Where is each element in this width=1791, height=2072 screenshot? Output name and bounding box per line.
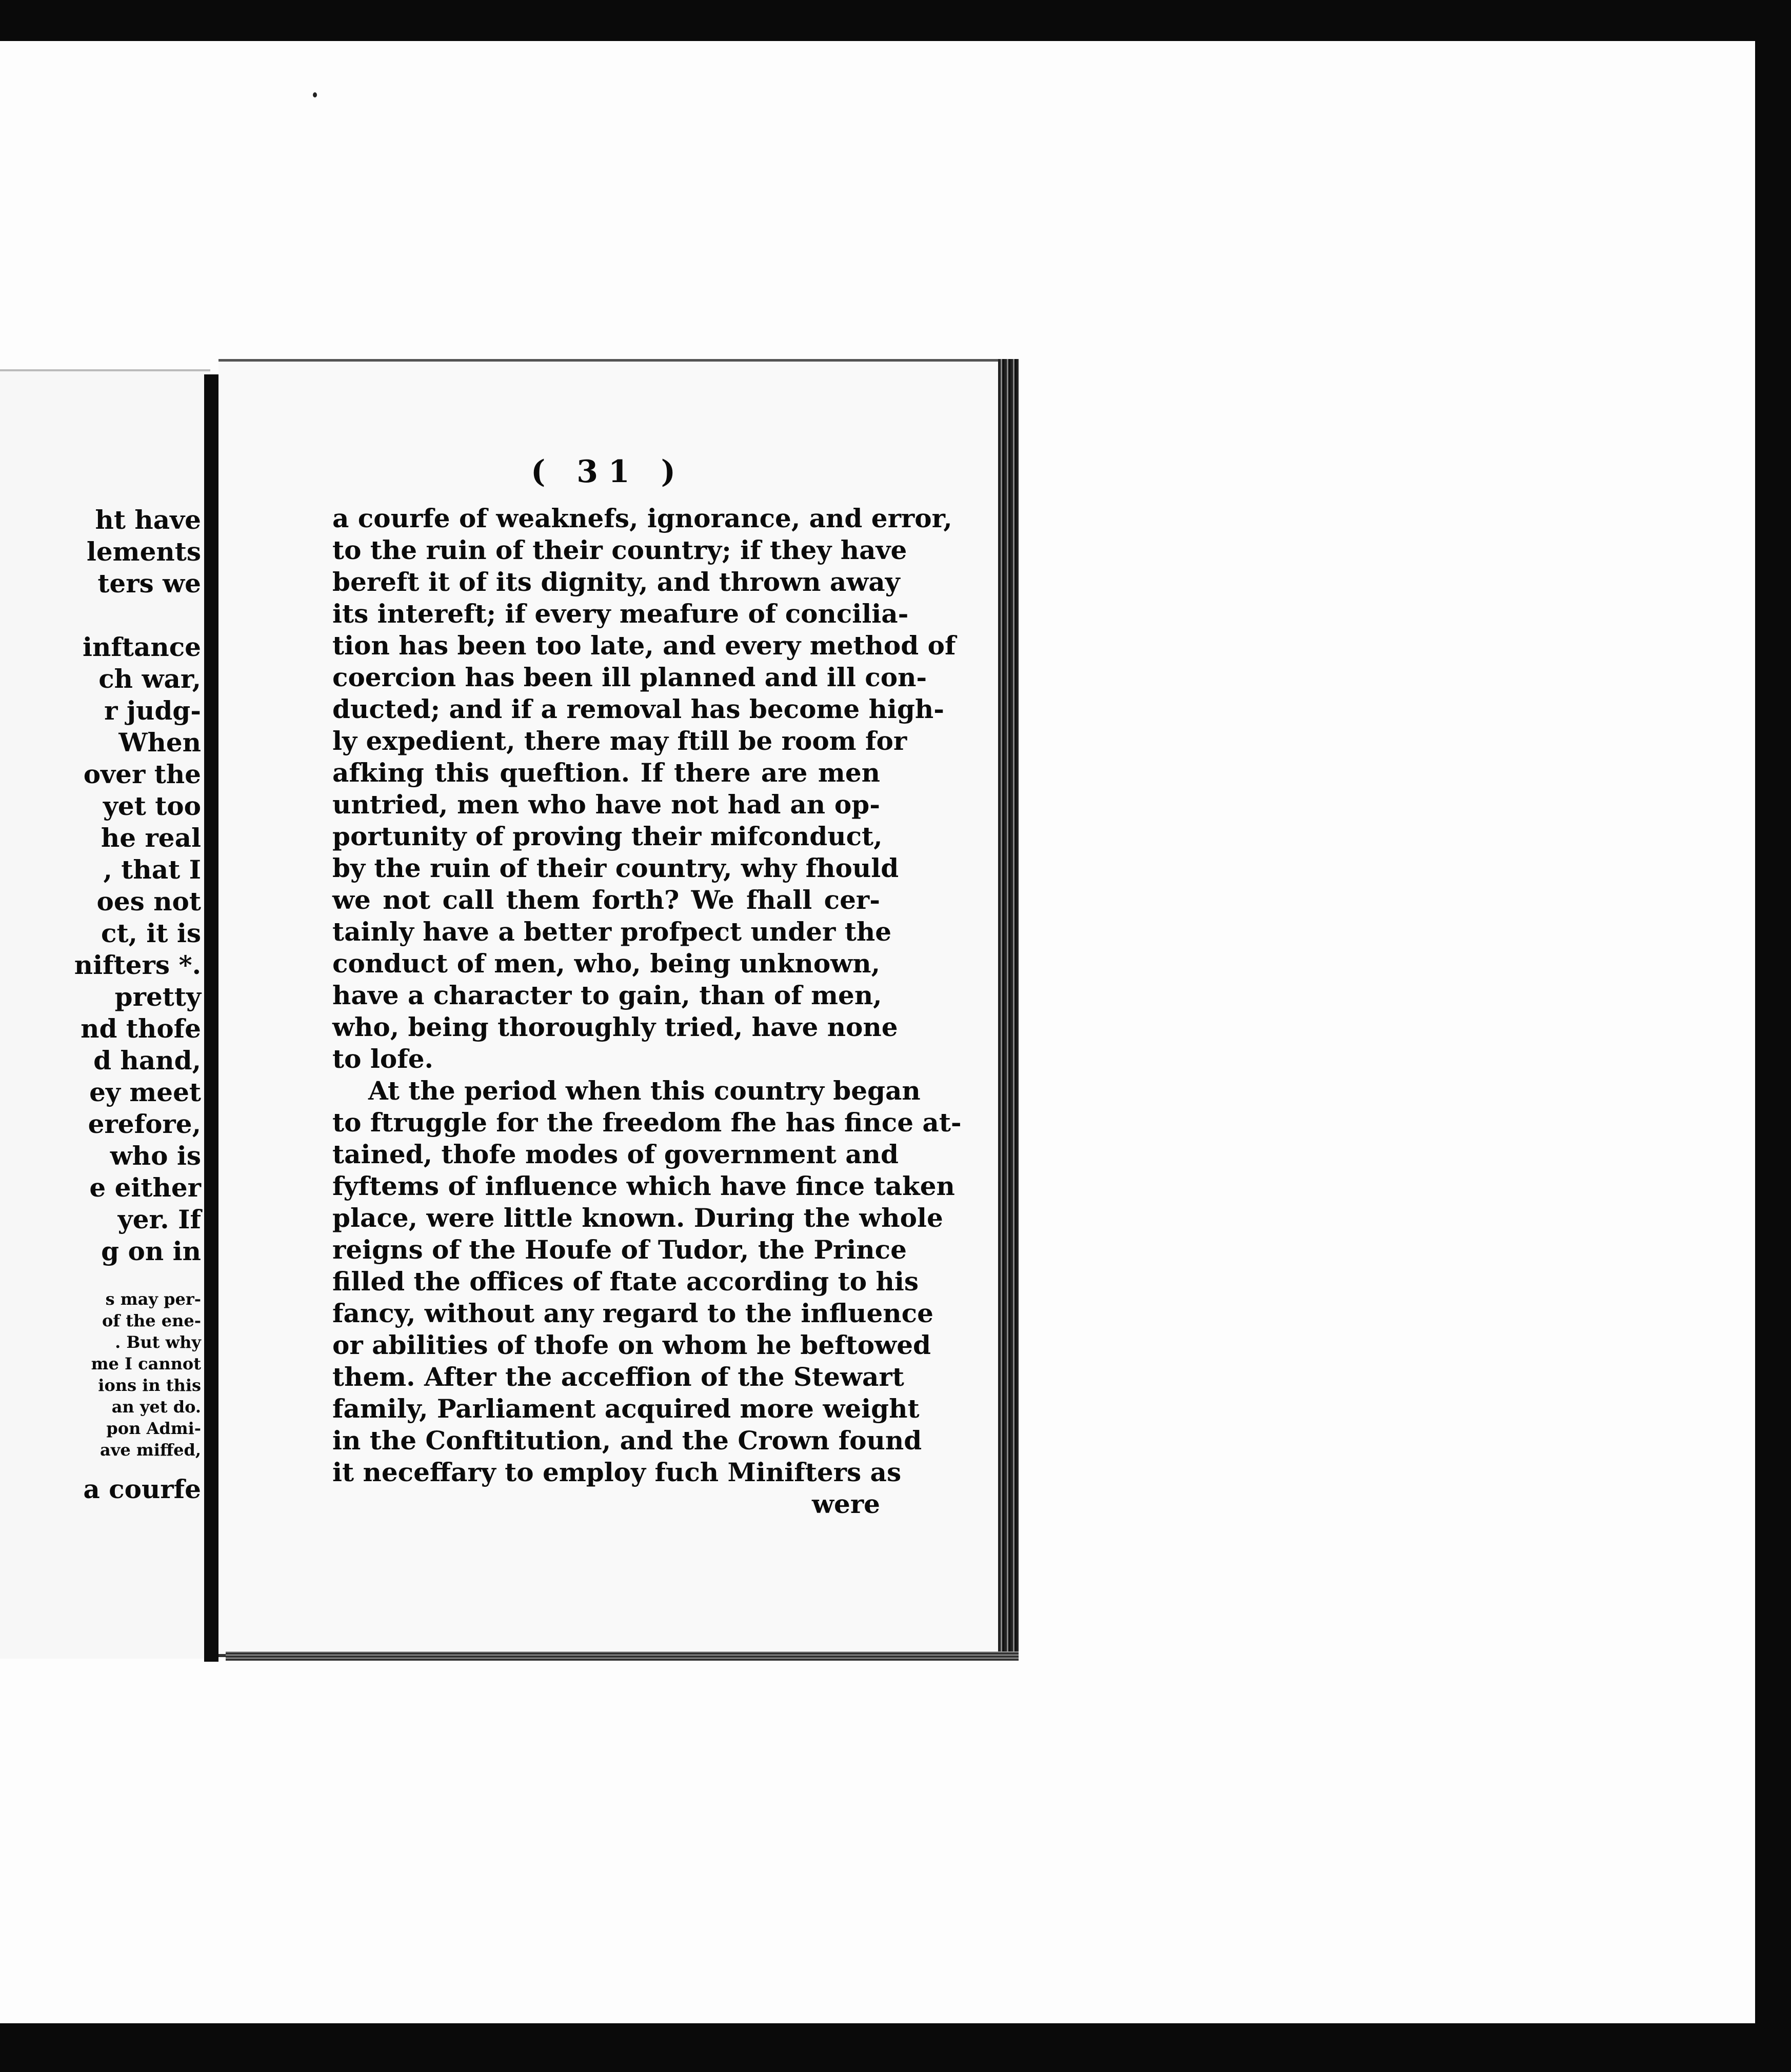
book-gutter xyxy=(204,374,218,1662)
text-line: by the ruin of their country, why fhould xyxy=(332,853,899,883)
page-edge-stack xyxy=(998,359,1019,1657)
left-footnote-line: me I cannot xyxy=(91,1354,201,1373)
catchword: were xyxy=(811,1489,880,1519)
left-line: When xyxy=(118,727,201,758)
left-footnote-line: an yet do. xyxy=(111,1397,201,1417)
left-footnote-line: ave miffed, xyxy=(100,1440,201,1460)
text-line: bereft it of its dignity, and thrown away xyxy=(332,567,900,597)
left-line: he real xyxy=(101,823,201,853)
text-line: family, Parliament acquired more weight xyxy=(332,1393,920,1424)
text-line: untried, men who have not had an op- xyxy=(332,789,880,820)
page-number: ( 31 ) xyxy=(530,454,686,490)
text-line: conduct of men, who, being unknown, xyxy=(332,948,880,979)
paragraph-start-line: At the period when this country began xyxy=(368,1075,921,1106)
left-line: nd thofe xyxy=(81,1013,201,1044)
text-line: to the ruin of their country; if they have xyxy=(332,535,907,565)
left-line: nifters *. xyxy=(74,950,201,980)
scan-border-top xyxy=(0,0,1791,41)
text-line: tainly have a better profpect under the xyxy=(332,917,892,947)
text-line: afking this queftion. If there are men xyxy=(332,758,880,788)
text-line: fyftems of influence which have fince taken xyxy=(332,1171,955,1201)
text-line: to ftruggle for the freedom fhe has fince at- xyxy=(332,1107,962,1138)
left-line: ct, it is xyxy=(101,918,201,948)
text-line: a courfe of weaknefs, ignorance, and error, xyxy=(332,503,952,533)
text-line: place, were little known. During the whole xyxy=(332,1203,943,1233)
left-line: who is xyxy=(110,1141,201,1171)
left-line: ht have xyxy=(95,505,201,535)
page-edge-bottom xyxy=(226,1651,1019,1661)
text-line: tion has been too late, and every method of xyxy=(332,630,956,661)
text-line: we not call them forth? We fhall cer- xyxy=(332,885,880,915)
scan-border-bottom xyxy=(0,2023,1791,2072)
text-line: portunity of proving their mifconduct, xyxy=(332,821,883,851)
left-footnote-line: . But why xyxy=(115,1332,201,1352)
scan-border-right xyxy=(1755,0,1791,2072)
text-line: tained, thofe modes of government and xyxy=(332,1139,899,1169)
left-line: oes not xyxy=(96,886,201,917)
left-footnote-line: of the ene- xyxy=(102,1311,201,1330)
left-footnote-line: s may per- xyxy=(105,1289,201,1309)
scan-speck xyxy=(313,92,317,97)
left-line: lements xyxy=(86,536,201,567)
text-line: filled the offices of ftate according to his xyxy=(332,1266,919,1297)
text-line: it neceffary to employ fuch Minifters as xyxy=(332,1457,902,1487)
text-line: ly expedient, there may ftill be room for xyxy=(332,726,907,756)
text-line: reigns of the Houfe of Tudor, the Prince xyxy=(332,1234,907,1265)
text-line: ducted; and if a removal has become high- xyxy=(332,694,944,724)
text-line: who, being thoroughly tried, have none xyxy=(332,1012,898,1042)
left-line: , that I xyxy=(103,854,201,885)
left-line: r judg- xyxy=(104,695,201,726)
left-line: ch war, xyxy=(98,664,201,694)
left-footnote-line: pon Admi- xyxy=(106,1419,201,1438)
text-line: in the Conftitution, and the Crown found xyxy=(332,1425,922,1456)
left-line: yer. If xyxy=(117,1204,201,1234)
left-line: e either xyxy=(89,1172,201,1203)
text-line: or abilities of thofe on whom he beftowed xyxy=(332,1330,931,1360)
left-footnote-line: ions in this xyxy=(98,1376,201,1395)
left-line: inftance xyxy=(83,632,201,662)
left-line: ey meet xyxy=(89,1077,201,1107)
body-text xyxy=(332,503,962,1520)
left-line: d hand, xyxy=(93,1045,201,1075)
left-line: pretty xyxy=(114,982,201,1012)
text-line: have a character to gain, than of men, xyxy=(332,980,882,1010)
text-line: its intereft; if every meafure of concilia- xyxy=(332,599,909,629)
left-line: over the xyxy=(83,759,201,789)
left-line: erefore, xyxy=(88,1109,201,1139)
left-page xyxy=(0,369,210,1659)
left-line: yet too xyxy=(103,791,201,821)
text-line: coercion has been ill planned and ill con- xyxy=(332,662,927,692)
left-line: g on in xyxy=(101,1236,201,1266)
left-line: ters we xyxy=(97,568,201,599)
text-line: them. After the acceffion of the Stewart xyxy=(332,1362,904,1392)
text-line: fancy, without any regard to the influence xyxy=(332,1298,933,1328)
left-catchword: a courfe xyxy=(83,1474,201,1504)
right-page xyxy=(218,359,998,1657)
text-line: to lofe. xyxy=(332,1044,433,1074)
